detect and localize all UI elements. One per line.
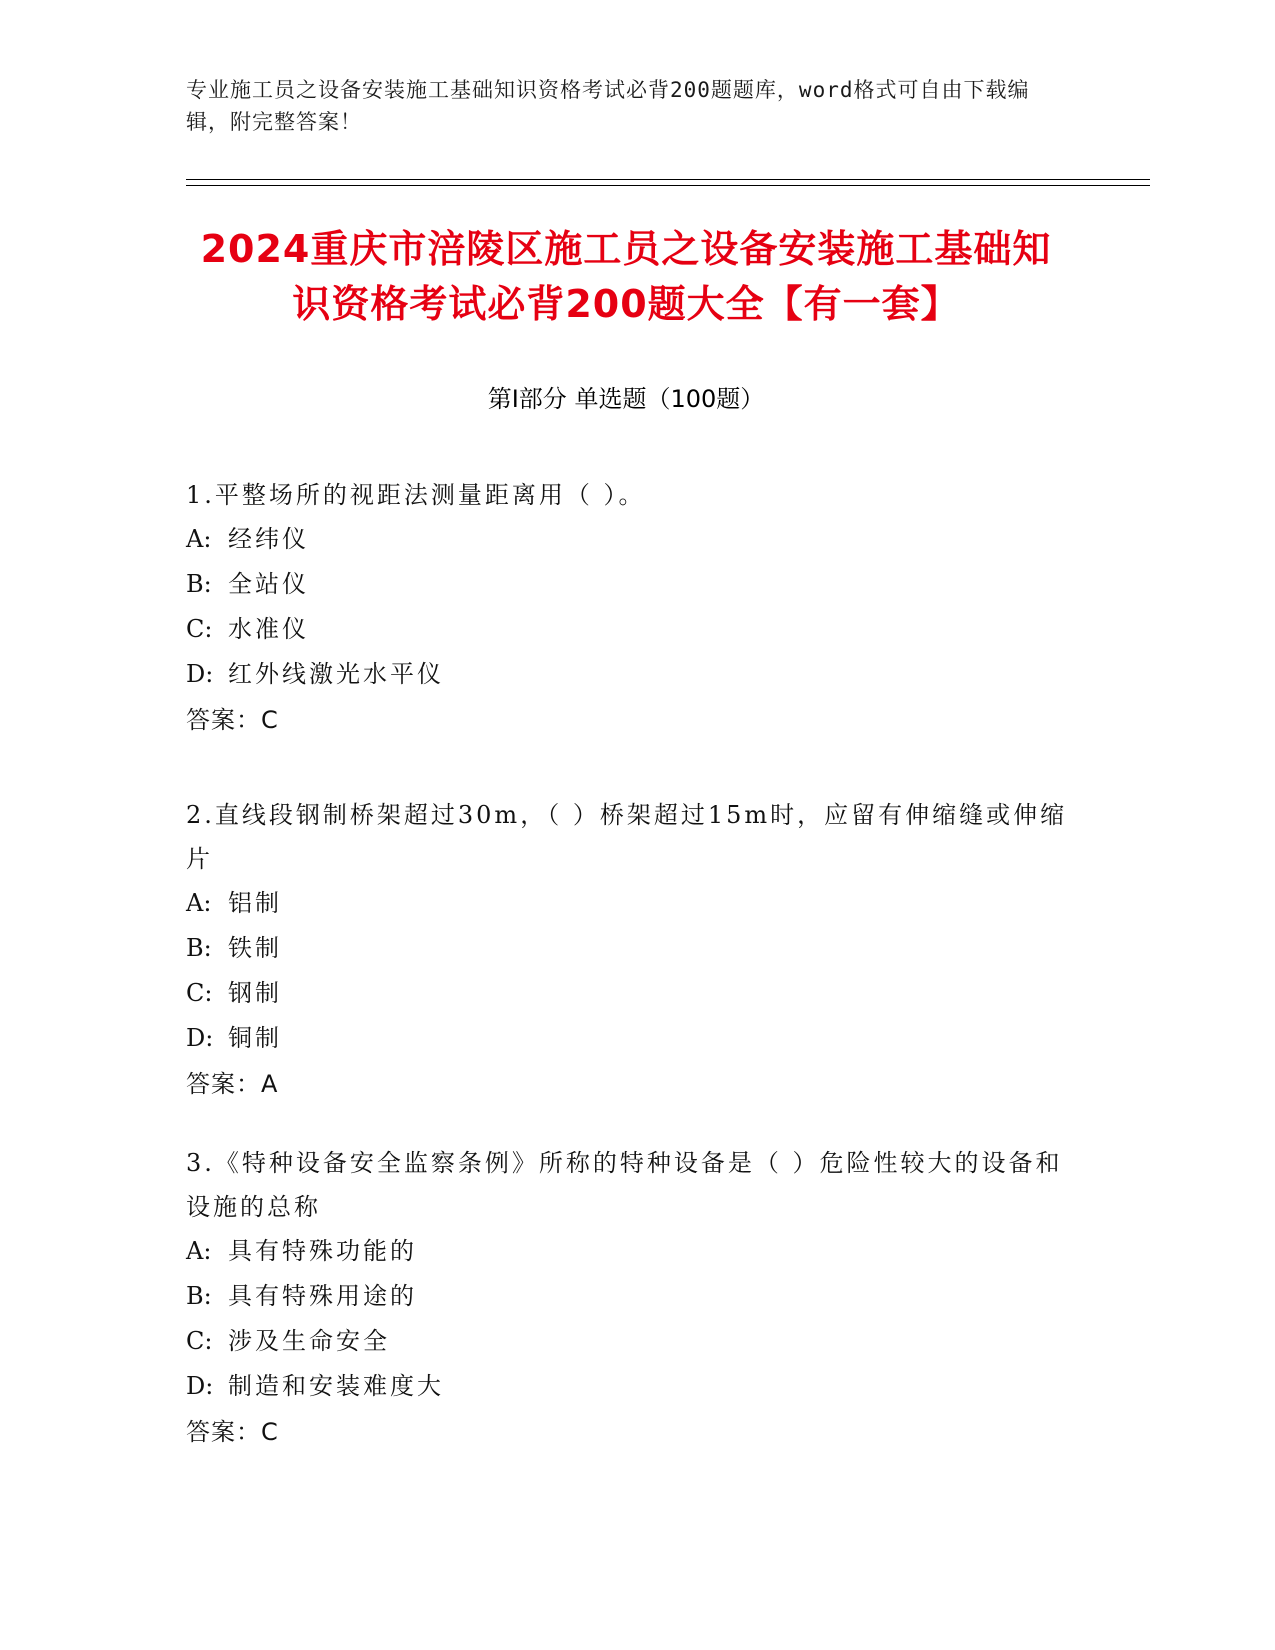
option-c	[186, 1319, 1076, 1364]
answer-value: A	[261, 1070, 279, 1098]
option-text: 铜制	[228, 1024, 282, 1052]
option-d	[186, 1364, 1076, 1409]
option-c	[186, 971, 1076, 1016]
option-key: A:	[186, 889, 212, 917]
option-d	[186, 652, 1076, 697]
option-b	[186, 926, 1076, 971]
option-key: C:	[186, 979, 213, 1007]
option-key: D:	[186, 660, 214, 688]
option-key: B:	[186, 1282, 212, 1310]
answer-value: C	[261, 706, 279, 734]
option-text: 水准仪	[228, 615, 309, 643]
option-text: 制造和安装难度大	[228, 1372, 444, 1400]
section-title: 第Ⅰ部分 单选题（100题）	[487, 385, 765, 413]
question-3	[186, 1141, 1076, 1455]
question-1	[186, 473, 1076, 743]
option-key: D:	[186, 1372, 214, 1400]
option-text: 钢制	[228, 979, 282, 1007]
option-key: C:	[186, 1327, 213, 1355]
option-key: B:	[186, 934, 212, 962]
option-key: A:	[186, 525, 212, 553]
option-b	[186, 1274, 1076, 1319]
option-text: 具有特殊功能的	[228, 1237, 417, 1265]
answer-label: 答案：	[186, 1070, 261, 1098]
option-b	[186, 562, 1076, 607]
option-text: 全站仪	[228, 570, 309, 598]
option-text: 铁制	[228, 934, 282, 962]
option-text: 红外线激光水平仪	[228, 660, 444, 688]
answer-label: 答案：	[186, 1418, 261, 1446]
option-text: 经纬仪	[228, 525, 309, 553]
answer-line	[186, 697, 1076, 743]
answer-line	[186, 1409, 1076, 1455]
header-note: 专业施工员之设备安装施工基础知识资格考试必背200题题库，word格式可自由下载编辑，附完整答案！	[186, 78, 1030, 134]
option-a	[186, 517, 1076, 562]
option-key: A:	[186, 1237, 212, 1265]
option-text: 涉及生命安全	[228, 1327, 390, 1355]
option-c	[186, 607, 1076, 652]
option-a	[186, 1229, 1076, 1274]
option-key: C:	[186, 615, 213, 643]
option-a	[186, 881, 1076, 926]
option-text: 铝制	[228, 889, 282, 917]
option-key: B:	[186, 570, 212, 598]
answer-label: 答案：	[186, 706, 261, 734]
question-stem: 3.《特种设备安全监察条例》所称的特种设备是（ ）危险性较大的设备和设施的总称	[186, 1149, 1063, 1221]
option-text: 具有特殊用途的	[228, 1282, 417, 1310]
option-key: D:	[186, 1024, 214, 1052]
header-divider-bottom	[186, 185, 1150, 186]
answer-value: C	[261, 1418, 279, 1446]
option-d	[186, 1016, 1076, 1061]
document-title: 2024重庆市涪陵区施工员之设备安装施工基础知识资格考试必背200题大全【有一套】	[200, 227, 1052, 326]
question-stem: 2.直线段钢制桥架超过30m，（ ）桥架超过15m时，应留有伸缩缝或伸缩片	[186, 801, 1068, 873]
answer-line	[186, 1061, 1076, 1107]
document-page	[186, 0, 1150, 1650]
header-divider-top	[186, 179, 1150, 180]
question-2	[186, 793, 1076, 1107]
question-stem: 1.平整场所的视距法测量距离用（ ）。	[186, 481, 646, 509]
